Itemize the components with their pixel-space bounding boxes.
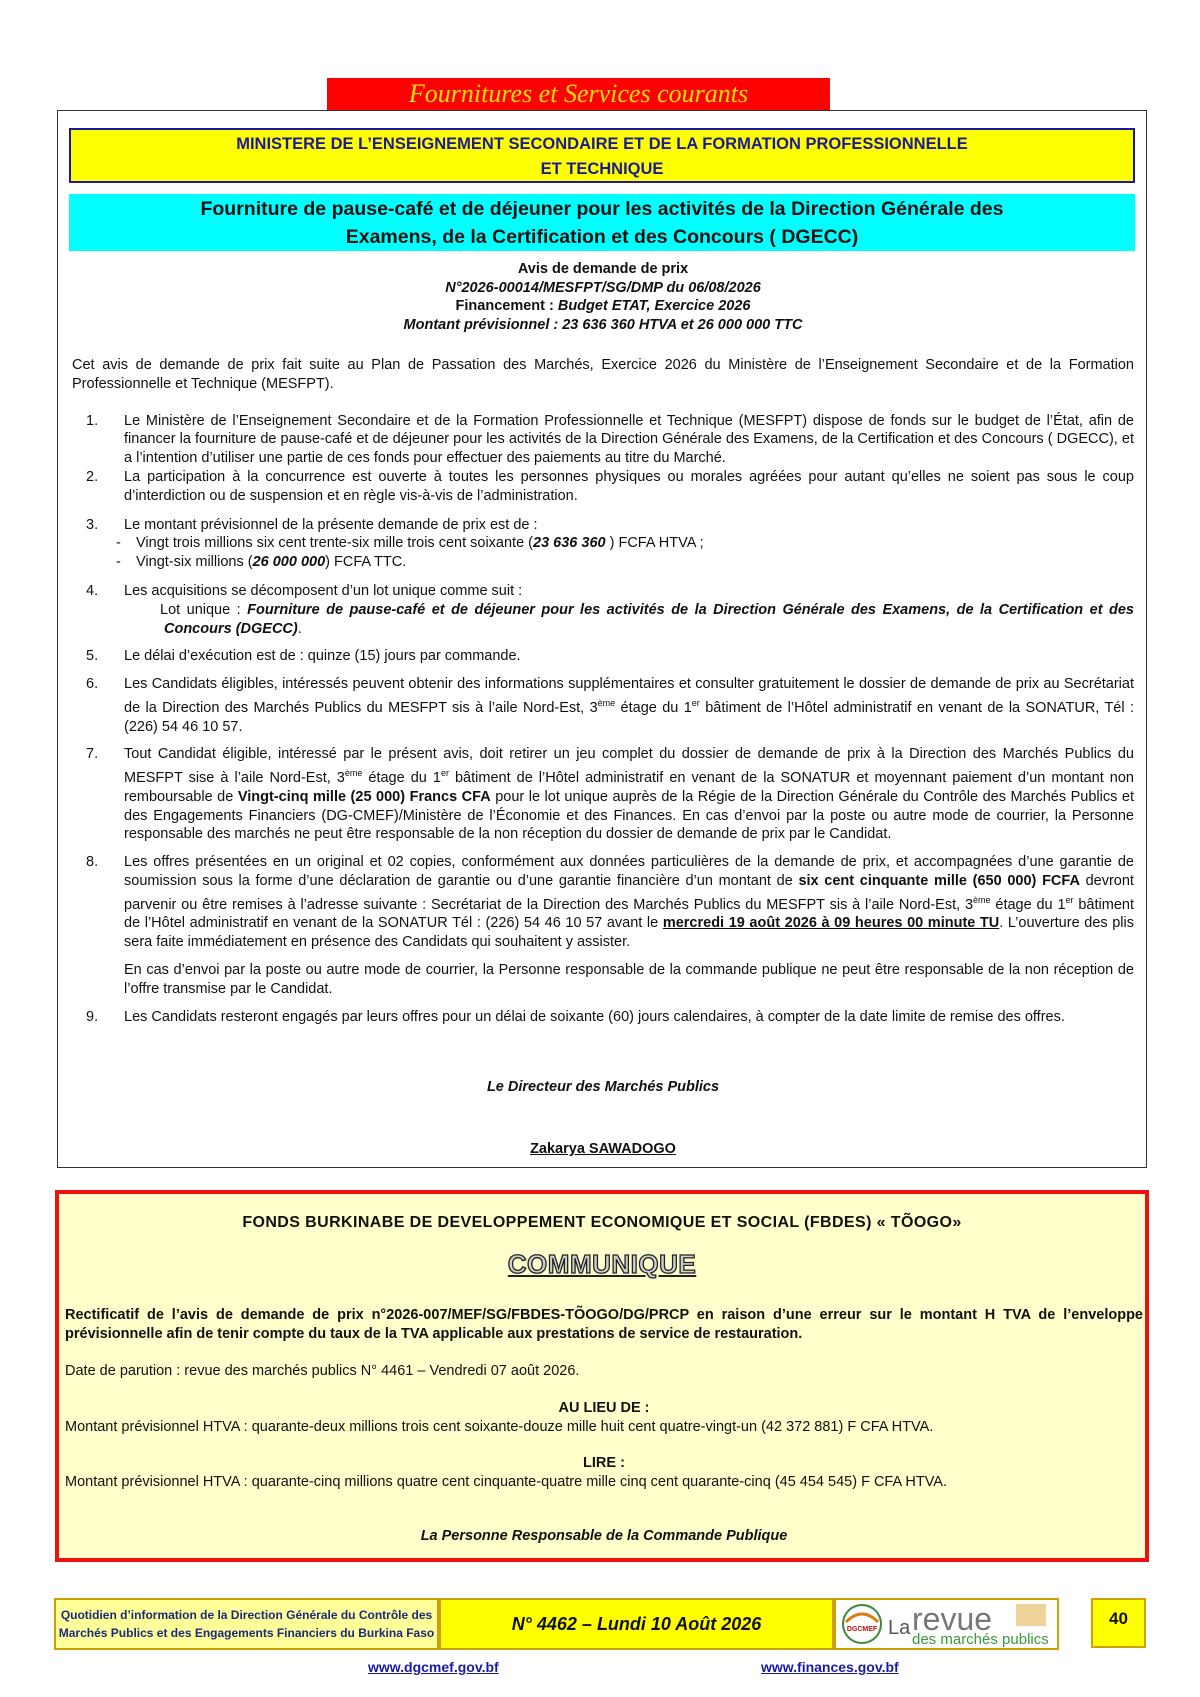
- page-footer: [54, 1598, 1149, 1654]
- item-4-text: Les acquisitions se décomposent d’un lot unique comme suit :: [124, 582, 523, 599]
- communique-body: [65, 1306, 1143, 1546]
- list-item-9: 9. Les Candidats resteront engagés par leurs offres pour un délai de soixante (60) jours calendaires, à compter de la date limite de remise des offres.: [72, 1008, 1134, 1027]
- amount-ttc: - Vingt-six millions (26 000 000) FCFA TTC.: [116, 554, 407, 571]
- submission-deadline: mercredi 19 août 2026 à 09 heures 00 minute TU: [662, 915, 1000, 932]
- avis-reference: N°2026-00014/MESFPT/SG/DMP du 06/08/2026: [445, 279, 761, 296]
- item-8-text-b: devront parvenir ou être remises à l’adresse suivante : Secrétariat de la Direction des Marchés Publics du MESFPT sis à l’aile Nord-Est, 3: [124, 872, 1134, 913]
- signatory-name: Zakarya SAWADOGO: [530, 1141, 676, 1157]
- footer-publisher: [54, 1598, 439, 1650]
- ministry-line-1: MINISTERE DE L’ENSEIGNEMENT SECONDAIRE ET DE LA FORMATION PROFESSIONNELLE: [236, 135, 968, 153]
- amount-htva-unit: ) FCFA HTVA ;: [605, 535, 704, 552]
- publisher-line-2: Marchés Publics et des Engagements Financiers du Burkina Faso: [58, 1626, 435, 1640]
- sup-er: er: [440, 768, 449, 779]
- notice-fbdes: [55, 1190, 1149, 1562]
- lire-text: Montant prévisionnel HTVA : quarante-cinq millions quatre cent cinquante-quatre mille cinq cent quarante-cinq (45 454 545) F CFA HTVA.: [65, 1474, 948, 1490]
- notice-mesfpt: [57, 110, 1147, 1168]
- publication-date: Date de parution : revue des marchés publics N° 4461 – Vendredi 07 août 2026.: [65, 1363, 580, 1379]
- page-number: 40: [1091, 1598, 1146, 1648]
- link-finances[interactable]: www.finances.gov.bf: [761, 1659, 899, 1675]
- item-8-text-c: étage du 1: [990, 896, 1066, 913]
- item-8-text-a: Les offres présentées en un original et 02 copies, conformément aux données particulières de la demande de prix, et accompagnées d’une garantie de soumission sous la forme d’une déclaration de garantie ou d’une garantie financière d’un montant de: [124, 854, 1134, 889]
- list-item-4: 4. Les acquisitions se décomposent d’un lot unique comme suit : Lot unique : Fourniture de pause-café et de déjeuner pour les activités de la Direction Générale des Examens, de la Certification et des Concours (DGECC).: [86, 582, 1134, 637]
- financement: [58, 297, 1148, 316]
- list-item-6: 6. Les Candidats éligibles, intéressés peuvent obtenir des informations supplémentaires et consulter gratuitement le dossier de demande de prix au Secrétariat de la Direction des Marchés Publics du MESFPT sis à l’aile Nord-Est, 3ème étage du 1er bâtiment de l’Hôtel administratif en venant de la SONATUR, Tél : (226) 54 46 10 57.: [86, 676, 1134, 735]
- ministry-line-2: ET TECHNIQUE: [540, 160, 664, 178]
- financement-label: Financement :: [455, 298, 554, 314]
- amount-htva: - Vingt trois millions six cent trente-six mille trois cent soixante (23 636 360 ) FCFA HTVA ;: [116, 535, 704, 552]
- subject-line-1: Fourniture de pause-café et de déjeuner pour les activités de la Direction Générale des: [200, 198, 1004, 220]
- lot-description: Fourniture de pause-café et de déjeuner pour les activités de la Direction Générale des Examens, de la Certification et des Concours (DGECC): [164, 601, 1134, 637]
- item-8-para-2: En cas d’envoi par la poste ou autre mode de courrier, la Personne responsable de la commande publique ne peut être responsable de la non réception de l’offre transmise par le Candidat.: [124, 962, 1134, 997]
- sup-eme: ème: [344, 768, 363, 779]
- amount-ttc-figure: 26 000 000: [252, 554, 326, 571]
- signatory-title: Le Directeur des Marchés Publics: [486, 1079, 720, 1095]
- communique-heading: COMMUNIQUE: [507, 1249, 697, 1279]
- logo-subtitle: des marchés publics: [912, 1631, 1049, 1648]
- subject-banner: [69, 194, 1135, 251]
- logo-badge: DGCMEF: [846, 1626, 878, 1633]
- item-7-text-a: Tout Candidat éligible, intéressé par le présent avis, doit retirer un jeu complet du dossier de demande de prix à la Direction des Marchés Publics du MESFPT sise à l’aile Nord-Est, 3: [124, 746, 1134, 786]
- section-tag: Fournitures et Services courants: [327, 78, 830, 110]
- au-lieu-label: AU LIEU DE :: [558, 1400, 650, 1416]
- logo-la: La: [888, 1617, 911, 1639]
- list-item-7: 7. Tout Candidat éligible, intéressé par le présent avis, doit retirer un jeu complet du dossier de demande de prix à la Direction des Marchés Publics du MESFPT sise à l’aile Nord-Est, 3ème étage du 1er bâtiment de l’Hôtel administratif en venant de la SONATUR et moyennant paiement d’un montant non remboursable de Vingt-cinq mille (25 000) Francs CFA pour le lot unique auprès de la Régie de la Direction Générale du Contrôle des Marchés Publics et des Engagements Financiers (DG-CMEF)/Ministère de l’Économie et des Finances. En cas d’envoi par la poste ou autre mode de courrier, la Personne responsable des marchés ne peut être responsable de la non réception du dossier de demande de prix par le Candidat.: [86, 746, 1134, 843]
- au-lieu-text: Montant prévisionnel HTVA : quarante-deux millions trois cent soixante-douze mille huit cent quatre-vingt-un (42 372 881) F CFA HTVA.: [65, 1419, 934, 1435]
- rectificatif: Rectificatif de l’avis de demande de prix n°2026-007/MEF/SG/FBDES-TÕOGO/DG/PRCP en raison d’une erreur sur le montant H TVA de l’enveloppe prévisionnelle afin de tenir compte du taux de la TVA applicable aux prestations de service de restauration.: [65, 1307, 1143, 1342]
- guarantee-amount: six cent cinquante mille (650 000) FCFA: [798, 872, 1080, 889]
- list-item-8-para2: [72, 961, 1134, 999]
- notice-body: [72, 356, 1134, 1026]
- amount-htva-words: Vingt trois millions six cent trente-six mille trois cent soixante (: [136, 535, 534, 552]
- revue-logo-graphic: [836, 1600, 1057, 1648]
- amount-ttc-words: Vingt-six millions (: [136, 554, 253, 571]
- dossier-fee: Vingt-cinq mille (25 000) Francs CFA: [237, 788, 491, 805]
- item-7-text-c: bâtiment de l’Hôtel administratif en venant de la SONATUR et moyennant paiement d’un montant non remboursable de: [124, 770, 1134, 805]
- avis-title: Avis de demande de prix: [517, 261, 689, 277]
- lire-label: LIRE :: [583, 1455, 625, 1471]
- sup-er: er: [1065, 894, 1074, 905]
- item-9-text: Les Candidats resteront engagés par leurs offres pour un délai de soixante (60) jours calendaires, à compter de la date limite de remise des offres.: [124, 1008, 1065, 1025]
- amount-ttc-unit: ) FCFA TTC.: [325, 554, 407, 571]
- publisher-line-1: Quotidien d’information de la Direction Générale du Contrôle des: [60, 1608, 433, 1622]
- list-item-8: 8. Les offres présentées en un original et 02 copies, conformément aux données particulières de la demande de prix, et accompagnées d’une garantie de soumission sous la forme d’une déclaration de garantie ou d’une garantie financière d’un montant de six cent cinquante mille (650 000) FCFA devront parvenir ou être remises à l’adresse suivante : Secrétariat de la Direction des Marchés Publics du MESFPT sis à l’aile Nord-Est, 3ème étage du 1er bâtiment de l’Hôtel administratif en venant de la SONATUR Tél : (226) 54 46 10 57 avant le mercredi 19 août 2026 à 09 heures 00 minute TU. L’ouverture des plis sera faite immédiatement en présence des Candidats qui souhaitent y assister.: [86, 854, 1134, 951]
- item-7-text-d: pour le lot unique auprès de la Régie de la Direction Générale du Contrôle des Marchés Publics et des Engagements Financiers (DG-CMEF)/Ministère de l’Économie et des Finances. En cas d’envoi par la poste ou autre mode de courrier, la Personne responsable des marchés ne peut être responsable de la non réception du dossier de demande de prix par le Candidat.: [124, 788, 1134, 843]
- fbdes-signatory: La Personne Responsable de la Commande Publique: [420, 1528, 788, 1544]
- sup-eme: ème: [597, 697, 616, 708]
- item-8-text-e: . L’ouverture des plis sera faite immédiatement en présence des Candidats qui souhaitent y assister.: [124, 915, 1134, 951]
- intro-paragraph: Cet avis de demande de prix fait suite au Plan de Passation des Marchés, Exercice 2026 du Ministère de l’Enseignement Secondaire et de la Formation Professionnelle et Technique (MESFPT).: [72, 357, 1134, 392]
- financement-value: Budget ETAT, Exercice 2026: [553, 298, 751, 314]
- item-8-text-d: bâtiment de l’Hôtel administratif en venant de la SONATUR Tél : (226) 54 46 10 57 avant le: [124, 896, 1134, 932]
- list-item-2: 2. La participation à la concurrence est ouverte à toutes les personnes physiques ou morales agréées pour autant qu’elles ne soient pas sous le coup d’interdiction ou de suspension et en règle vis-à-vis de l’administration.: [86, 468, 1134, 504]
- revue-logo: [834, 1598, 1059, 1650]
- list-item-3: 3. Le montant prévisionnel de la présente demande de prix est de :: [72, 516, 1134, 535]
- montant-previsionnel: Montant prévisionnel : 23 636 360 HTVA et 26 000 000 TTC: [403, 316, 803, 333]
- item-7-text-b: étage du 1: [362, 770, 441, 786]
- lot-label: Lot unique :: [160, 601, 248, 618]
- item-6-text-a: Les Candidats éligibles, intéressés peuvent obtenir des informations supplémentaires et consulter gratuitement le dossier de demande de prix au Secrétariat de la Direction des Marchés Publics du MESFPT sis à l’aile Nord-Est, 3: [124, 676, 1134, 716]
- item-6-text-b: étage du 1: [615, 699, 692, 716]
- item-5-text: Le délai d’exécution est de : quinze (15) jours par commande.: [124, 648, 521, 665]
- fbdes-title: FONDS BURKINABE DE DEVELOPPEMENT ECONOMIQUE ET SOCIAL (FBDES) « TÕOGO»: [242, 1214, 962, 1231]
- subject-line-2: Examens, de la Certification et des Concours ( DGECC): [345, 226, 859, 248]
- ministry-banner: [69, 128, 1135, 183]
- item-1-text: Le Ministère de l’Enseignement Secondaire et de la Formation Professionnelle et Technique (MESFPT) dispose de fonds sur le budget de l’État, afin de financer la fourniture de pause-café et de déjeuner pour les activités de la Direction Générale des Examens, de la Certification et des Concours ( DGECC), et a l’intention d’utiliser une partie de ces fonds pour effectuer des paiements au titre du Marché.: [124, 412, 1134, 467]
- notice-header: [58, 260, 1148, 334]
- item-3-text: Le montant prévisionnel de la présente demande de prix est de :: [124, 516, 538, 533]
- sup-eme: ème: [973, 894, 991, 905]
- amount-htva-figure: 23 636 360: [533, 535, 606, 552]
- link-dgcmef[interactable]: www.dgcmef.gov.bf: [368, 1659, 499, 1675]
- issue-info: N° 4462 – Lundi 10 Août 2026: [439, 1598, 834, 1650]
- list-item-1: 1. Le Ministère de l’Enseignement Secondaire et de la Formation Professionnelle et Technique (MESFPT) dispose de fonds sur le budget de l’État, afin de financer la fourniture de pause-café et de déjeuner pour les activités de la Direction Générale des Examens, de la Certification et des Concours ( DGECC), et a l’intention d’utiliser une partie de ces fonds pour effectuer des paiements au titre du Marché.: [86, 412, 1134, 467]
- list-item-5: 5. Le délai d’exécution est de : quinze (15) jours par commande.: [72, 647, 1134, 666]
- sup-er: er: [691, 697, 700, 708]
- item-2-text: La participation à la concurrence est ouverte à toutes les personnes physiques ou morales agréées pour autant qu’elles ne soient pas sous le coup d’interdiction ou de suspension et en règle vis-à-vis de l’administration.: [124, 468, 1134, 504]
- item-6-text-c: bâtiment de l’Hôtel administratif en venant de la SONATUR, Tél : (226) 54 46 10 57.: [124, 699, 1134, 735]
- logo-revue: revue: [912, 1601, 993, 1637]
